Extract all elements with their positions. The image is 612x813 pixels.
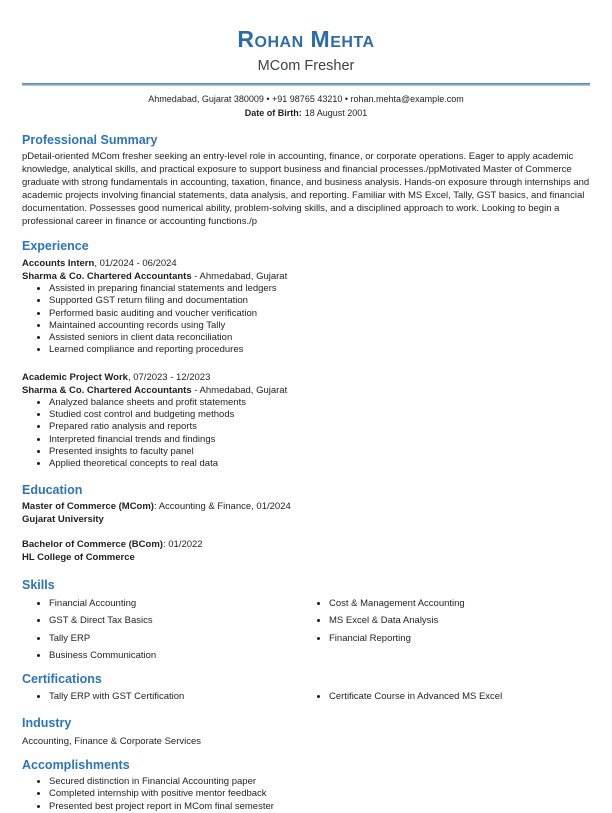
accomplishment-item: • Completed internship with positive mentor feedback [49,788,590,800]
accomplishments-list [22,776,590,813]
job-bullet: • Interpreted financial trends and findings [49,434,590,446]
summary-heading: Professional Summary [22,133,158,147]
certifications-list [22,688,306,706]
skill-item: • Business Communication [49,647,306,665]
section-skills [22,578,590,665]
education-degree: Master of Commerce (MCom) [22,500,154,512]
section-industry [22,716,590,748]
industry-text: Accounting, Finance & Corporate Services [22,736,202,748]
certifications-list [306,688,590,706]
job-bullet: • Prepared ratio analysis and reports [49,421,590,433]
job-company: Sharma & Co. Chartered Accountants [22,384,192,396]
date-of-birth-line [22,108,590,118]
dob-value: 18 August 2001 [304,108,368,118]
job-bullet: • Maintained accounting records using Tally [49,320,590,332]
certifications-column-right [306,688,590,706]
skill-item: • Financial Accounting [49,595,306,613]
section-certifications [22,672,590,706]
education-degree: Bachelor of Commerce (BCom) [22,538,163,550]
accomplishments-heading: Accomplishments [22,758,130,773]
skills-list [306,595,590,648]
education-school: Gujarat University [22,513,104,525]
job-company-line [22,270,590,283]
accomplishment-item: • Presented best project report in MCom final semester [49,801,590,813]
certification-item: • Tally ERP with GST Certification [49,688,306,706]
section-professional-summary [22,133,590,228]
industry-heading: Industry [22,716,72,731]
job-bullet: • Assisted seniors in client data reconciliation [49,332,590,344]
skills-list [22,595,306,665]
skills-column-right [306,595,590,665]
job-bullet: • Analyzed balance sheets and profit statements [49,397,590,409]
job-bullet: • Learned compliance and reporting procedures [49,344,590,356]
certification-item: • Certificate Course in Advanced MS Excel [329,688,590,706]
candidate-name: Rohan Mehta [237,26,375,52]
education-entry [22,538,590,564]
job-bullet: • Performed basic auditing and voucher verification [49,308,590,320]
job-bullet: • Studied cost control and budgeting methods [49,409,590,421]
skill-item: • GST & Direct Tax Basics [49,612,306,630]
job-title: Accounts Intern [22,258,95,269]
summary-text: pDetail-oriented MCom fresher seeking an entry-level role in accounting, finance, or corporate operations. Eager to apply academic knowledge, analytical skills, and practical exposure to support business and financial processes./ppMotivated Master of Commerce graduate with strong fundamentals in accounting, taxation, finance, and business analysis. Hands-on exposure through internships and academic projects involving financial statements, data analysis, and reporting. Familiar with MS Excel, Tally, GST basics, and financial documentation. Possesses good numerical ability, problem-solving skills, and a disciplined approach to work. Looking to begin a professional career in finance or accounting functions./p [22,151,590,227]
skills-columns [22,595,590,665]
job-dates: , 07/2023 - 12/2023 [127,371,211,383]
education-heading: Education [22,482,83,497]
job-bullet: • Assisted in preparing financial statements and ledgers [49,283,590,295]
section-education [22,483,590,564]
job-location: - Ahmedabad, Gujarat [191,384,288,396]
contact-line: Ahmedabad, Gujarat 380009 • +91 98765 43210 • rohan.mehta@example.com [148,94,464,104]
experience-job [22,257,590,357]
education-degree-line [22,500,590,513]
education-detail: : 01/2022 [162,538,203,550]
skill-item: • MS Excel & Data Analysis [329,612,590,630]
job-bullet: • Presented insights to faculty panel [49,446,590,458]
certifications-heading: Certifications [22,671,102,686]
certifications-columns [22,688,590,706]
experience-heading: Experience [22,239,89,253]
job-bullet-list [22,283,590,357]
job-title: Academic Project Work [22,371,128,383]
education-detail: : Accounting & Finance, 01/2024 [153,500,291,512]
experience-job [22,371,590,471]
section-experience [22,239,590,471]
job-bullet: • Supported GST return filing and documentation [49,295,590,307]
job-title-line [22,257,590,270]
skills-column-left [22,595,306,665]
section-accomplishments [22,758,590,813]
header-divider [22,83,590,86]
education-degree-line [22,538,590,551]
skill-item: • Financial Reporting [329,630,590,648]
accomplishment-item: • Secured distinction in Financial Accounting paper [49,776,590,788]
dob-label: Date of Birth: [244,108,302,118]
certifications-column-left [22,688,306,706]
education-school: HL College of Commerce [22,551,135,563]
job-company-line [22,384,590,397]
job-title-line [22,371,590,384]
skill-item: • Cost & Management Accounting [329,595,590,613]
job-location: - Ahmedabad, Gujarat [191,271,288,282]
job-bullet-list [22,397,590,471]
job-bullet: • Applied theoretical concepts to real data [49,458,590,470]
skill-item: • Tally ERP [49,630,306,648]
education-entry [22,500,590,526]
candidate-title: MCom Fresher [257,58,355,74]
job-dates: , 01/2024 - 06/2024 [94,258,177,269]
job-company: Sharma & Co. Chartered Accountants [22,271,192,282]
skills-heading: Skills [22,577,55,592]
